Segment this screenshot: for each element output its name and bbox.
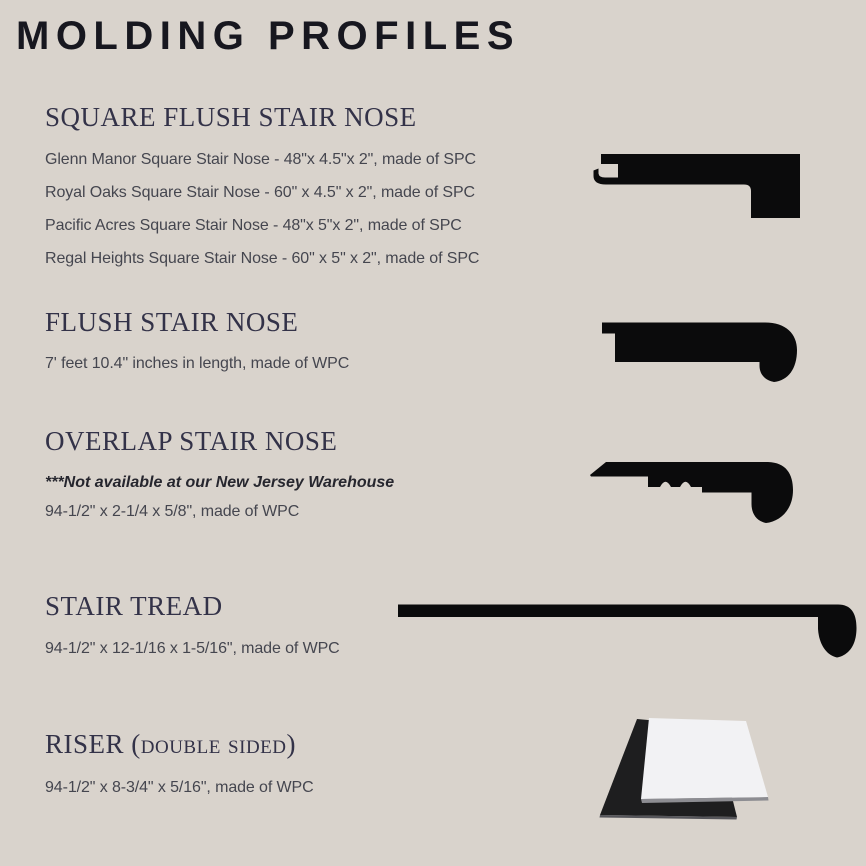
product-line-list bbox=[45, 143, 479, 275]
section-heading-overlap-stair-nose: OVERLAP STAIR NOSE bbox=[45, 426, 338, 456]
riser-white-panel bbox=[641, 718, 768, 799]
riser-white-panel-edge bbox=[641, 797, 769, 803]
spec-line: 94-1/2" x 2-1/4 x 5/8", made of WPC bbox=[45, 503, 300, 520]
product-line: Glenn Manor Square Stair Nose - 48"x 4.5"x 2", made of SPC bbox=[45, 151, 477, 168]
product-line: Royal Oaks Square Stair Nose - 60" x 4.5" x 2", made of SPC bbox=[45, 184, 475, 201]
section-heading-riser: RISER (double sided) bbox=[45, 729, 296, 759]
section-heading-flush-stair-nose: FLUSH STAIR NOSE bbox=[45, 307, 299, 337]
riser-photo bbox=[600, 718, 769, 820]
overlap-stair-nose-profile bbox=[590, 462, 793, 523]
product-line: Regal Heights Square Stair Nose - 60" x 5" x 2", made of SPC bbox=[45, 250, 480, 267]
riser-dark-panel bbox=[600, 719, 737, 817]
product-line: Pacific Acres Square Stair Nose - 48"x 5"x 2", made of SPC bbox=[45, 217, 462, 234]
spec-line: 94-1/2" x 12-1/16 x 1-5/16", made of WPC bbox=[45, 640, 340, 657]
section-heading-square-flush-stair-nose: SQUARE FLUSH STAIR NOSE bbox=[45, 102, 417, 132]
stair-tread-profile bbox=[398, 605, 857, 658]
flush-stair-nose-profile bbox=[602, 323, 797, 383]
spec-line: 94-1/2" x 8-3/4" x 5/16", made of WPC bbox=[45, 779, 314, 796]
riser-dark-panel-edge bbox=[600, 815, 738, 820]
spec-line: 7' feet 10.4" inches in length, made of WPC bbox=[45, 355, 350, 372]
availability-note: ***Not available at our New Jersey Warehouse bbox=[45, 474, 395, 491]
square-flush-stair-nose-profile bbox=[594, 154, 801, 218]
page-title: MOLDING PROFILES bbox=[16, 14, 520, 58]
section-heading-stair-tread: STAIR TREAD bbox=[45, 591, 223, 621]
